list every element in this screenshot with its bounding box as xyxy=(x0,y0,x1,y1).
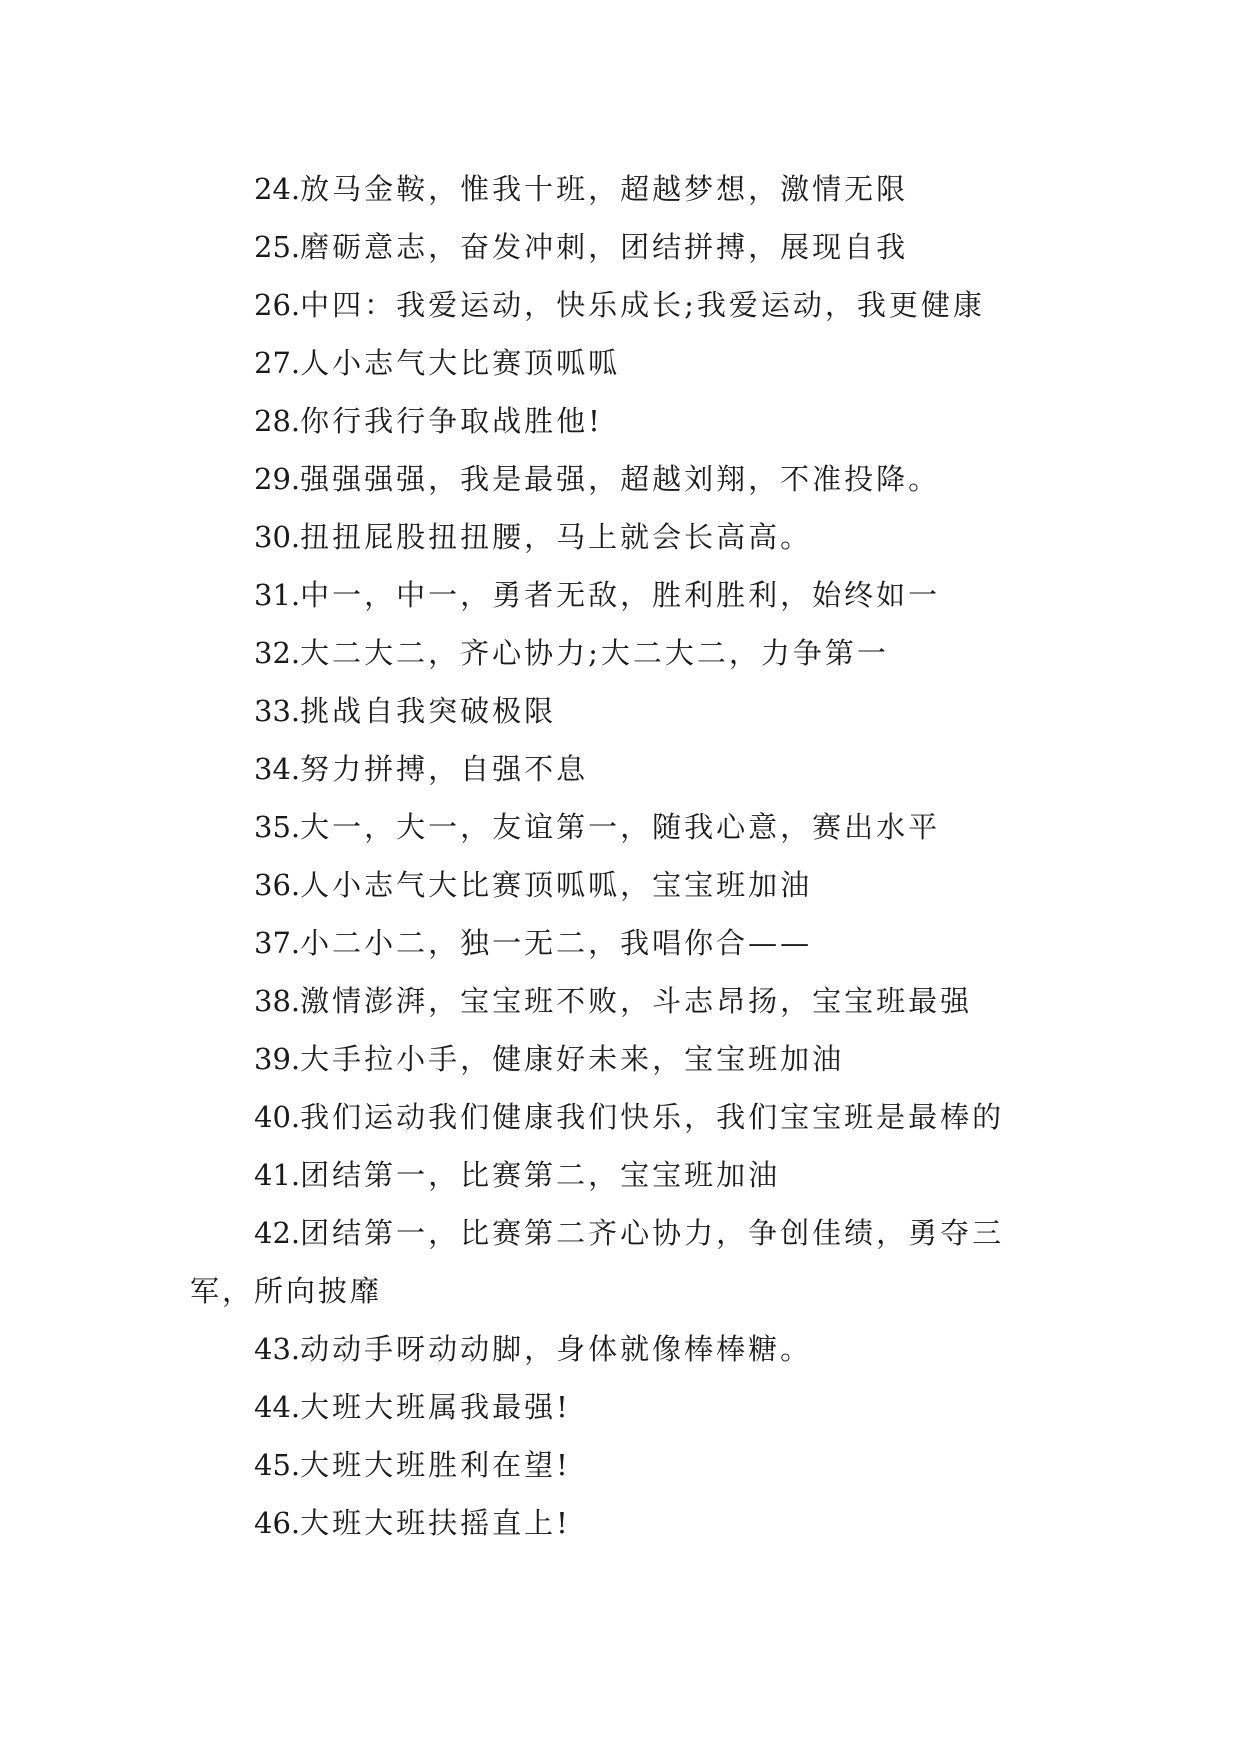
list-item xyxy=(190,392,1060,450)
item-text: 努力拼搏，自强不息 xyxy=(300,752,589,786)
list-item xyxy=(190,1088,1060,1146)
item-text: 大班大班属我最强! xyxy=(300,1390,571,1424)
list-item xyxy=(190,1436,1060,1494)
item-number: 46. xyxy=(254,1506,301,1540)
item-text: 人小志气大比赛顶呱呱 xyxy=(300,346,621,380)
list-item xyxy=(190,160,1060,218)
item-text: 团结第一，比赛第二，宝宝班加油 xyxy=(300,1158,781,1192)
item-text: 磨砺意志，奋发冲刺，团结拼搏，展现自我 xyxy=(300,230,909,264)
item-text: 你行我行争取战胜他! xyxy=(300,404,603,438)
item-number: 36. xyxy=(254,868,301,902)
list-item xyxy=(190,218,1060,276)
list-item xyxy=(190,914,1060,972)
list-item xyxy=(190,450,1060,508)
list-item xyxy=(190,798,1060,856)
item-number: 27. xyxy=(254,346,301,380)
item-text: 团结第一，比赛第二齐心协力，争创佳绩，勇夺三军，所向披靡 xyxy=(190,1216,1005,1308)
item-text: 我们运动我们健康我们快乐，我们宝宝班是最棒的 xyxy=(300,1100,1005,1134)
item-number: 33. xyxy=(254,694,301,728)
item-number: 45. xyxy=(254,1448,301,1482)
item-text: 大手拉小手，健康好未来，宝宝班加油 xyxy=(300,1042,845,1076)
item-text: 中四：我爱运动，快乐成长;我爱运动，我更健康 xyxy=(300,288,985,322)
list-item xyxy=(190,1494,1060,1552)
list-item xyxy=(190,1320,1060,1378)
list-item xyxy=(190,1378,1060,1436)
item-number: 40. xyxy=(254,1100,301,1134)
list-item xyxy=(190,972,1060,1030)
item-number: 35. xyxy=(254,810,301,844)
item-text: 激情澎湃，宝宝班不败，斗志昂扬，宝宝班最强 xyxy=(300,984,973,1018)
item-text: 中一，中一，勇者无敌，胜利胜利，始终如一 xyxy=(300,578,941,612)
item-text: 人小志气大比赛顶呱呱，宝宝班加油 xyxy=(300,868,813,902)
item-number: 38. xyxy=(254,984,301,1018)
item-number: 28. xyxy=(254,404,301,438)
slogan-list xyxy=(190,160,1060,1552)
list-item xyxy=(190,566,1060,624)
item-text: 大一，大一，友谊第一，随我心意，赛出水平 xyxy=(300,810,941,844)
item-number: 29. xyxy=(254,462,301,496)
item-number: 26. xyxy=(254,288,301,322)
item-text: 大班大班扶摇直上! xyxy=(300,1506,571,1540)
item-text: 动动手呀动动脚，身体就像棒棒糖。 xyxy=(300,1332,813,1366)
item-number: 34. xyxy=(254,752,301,786)
item-text: 放马金鞍，惟我十班，超越梦想，激情无限 xyxy=(300,172,909,206)
list-item xyxy=(190,508,1060,566)
list-item xyxy=(190,1030,1060,1088)
item-text: 强强强强，我是最强，超越刘翔，不准投降。 xyxy=(300,462,941,496)
item-number: 32. xyxy=(254,636,301,670)
list-item xyxy=(190,740,1060,798)
item-number: 37. xyxy=(254,926,301,960)
list-item xyxy=(190,624,1060,682)
item-number: 42. xyxy=(254,1216,301,1250)
list-item xyxy=(190,1204,1060,1320)
list-item xyxy=(190,682,1060,740)
item-number: 43. xyxy=(254,1332,301,1366)
item-number: 44. xyxy=(254,1390,301,1424)
item-number: 41. xyxy=(254,1158,301,1192)
list-item xyxy=(190,856,1060,914)
list-item xyxy=(190,276,1060,334)
item-number: 24. xyxy=(254,172,301,206)
item-number: 31. xyxy=(254,578,301,612)
item-text: 挑战自我突破极限 xyxy=(300,694,557,728)
item-text: 扭扭屁股扭扭腰，马上就会长高高。 xyxy=(300,520,813,554)
item-number: 30. xyxy=(254,520,301,554)
item-number: 25. xyxy=(254,230,301,264)
item-text: 大班大班胜利在望! xyxy=(300,1448,571,1482)
item-number: 39. xyxy=(254,1042,301,1076)
item-text: 大二大二，齐心协力;大二大二，力争第一 xyxy=(300,636,889,670)
list-item xyxy=(190,334,1060,392)
list-item xyxy=(190,1146,1060,1204)
item-text: 小二小二，独一无二，我唱你合—— xyxy=(300,926,813,960)
